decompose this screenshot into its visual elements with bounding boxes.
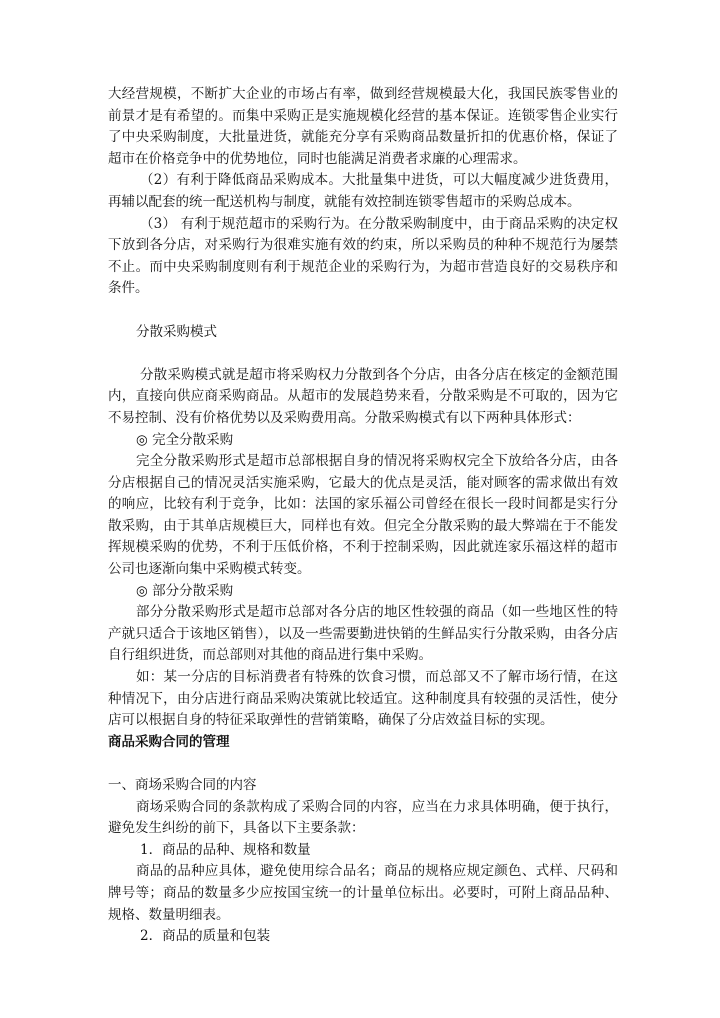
section-title-decentralized: 分散采购模式	[136, 323, 217, 340]
spacer	[108, 300, 618, 322]
document-page	[108, 84, 618, 948]
spacer	[108, 343, 618, 365]
paragraph-decentralized-intro: 分散采购模式就是超市将采购权力分散到各个分店，由各分店在核定的金额范围内，直接向供应商采购商品。从超市的发展趋势来看，分散采购是不可取的，因为它不易控制、没有价格优势以及采购费用高。分散采购模式有以下两种具体形式：	[108, 366, 618, 426]
section-title-contract-content: 一、商场采购合同的内容	[108, 777, 257, 793]
list-item-quality: 2．商品的质量和包装	[140, 928, 271, 945]
section-heading-contract: 商品采购合同的管理	[108, 733, 230, 750]
paragraph-contract-clauses: 商场采购合同的条款构成了采购合同的内容，应当在力求具体明确，便于执行，避免发生纠纷的前下，具备以下主要条款：	[108, 798, 618, 837]
spacer	[108, 753, 618, 775]
paragraph-reduce-cost: （2）有利于降低商品采购成本。大批量集中进货，可以大幅度减少进货费用，再辅以配套的统一配送机构与制度，就能有效控制连锁零售超市的采购总成本。	[108, 172, 618, 210]
paragraph-scale-operation: 大经营规模，不断扩大企业的市场占有率，做到经营规模最大化，我国民族零售业的前景才是有希望的。而集中采购正是实施规模化经营的基本保证。连锁零售企业实行了中央采购制度，大批量进货，就能充分享有采购商品数量折扣的优惠价格，保证了超市在价格竞争中的优势地位，同时也能满足消费者求廉的心理需求。	[108, 86, 618, 167]
list-item-variety: 1．商品的品种、规格和数量	[140, 841, 311, 858]
paragraph-full-decentralized: 完全分散采购形式是超市总部根据自身的情况将采购权完全下放给各分店，由各分店根据自己的情况灵活实施采购，它最大的优点是灵活，能对顾客的需求做出有效的响应，比较有利于竞争，比如：法国的家乐福公司曾经在很长一段时间都是实行分散采购，由于其单店规模巨大，同样也有效。但完全分散采购的最大弊端在于不能发挥规模采购的优势，不利于压低价格，不利于控制采购，因此就连家乐福这样的超市公司也逐渐向集中采购模式转变。	[108, 453, 618, 578]
paragraph-partial-decentralized: 部分分散采购形式是超市总部对各分店的地区性较强的商品（如一些地区性的特产就只适合于该地区销售），以及一些需要勤进快销的生鲜品实行分散采购，由各分店自行组织进货，而总部则对其他的商品进行集中采购。	[108, 604, 618, 664]
subsection-partial-decentralized: ◎ 部分分散采购	[136, 582, 234, 599]
paragraph-regulate-behavior: （3） 有利于规范超市的采购行为。在分散采购制度中，由于商品采购的决定权下放到各分店，对采购行为很难实施有效的约束，所以采购员的种种不规范行为屡禁不止。而中央采购制度则有利于规范企业的采购行为，为超市营造良好的交易秩序和条件。	[108, 215, 618, 297]
paragraph-example: 如：某一分店的目标消费者有特殊的饮食习惯，而总部又不了解市场行情，在这种情况下，由分店进行商品采购决策就比较适宜。这种制度具有较强的灵活性，使分店可以根据自身的特征采取弹性的营销策略，确保了分店效益目标的实现。	[108, 669, 618, 729]
subsection-full-decentralized: ◎ 完全分散采购	[136, 431, 234, 448]
paragraph-variety: 商品的品种应具体，避免使用综合品名；商品的规格应规定颜色、式样、尺码和牌号等；商品的数量多少应按国宝统一的计量单位标出。必要时，可附上商品品种、规格、数量明细表。	[108, 863, 618, 923]
